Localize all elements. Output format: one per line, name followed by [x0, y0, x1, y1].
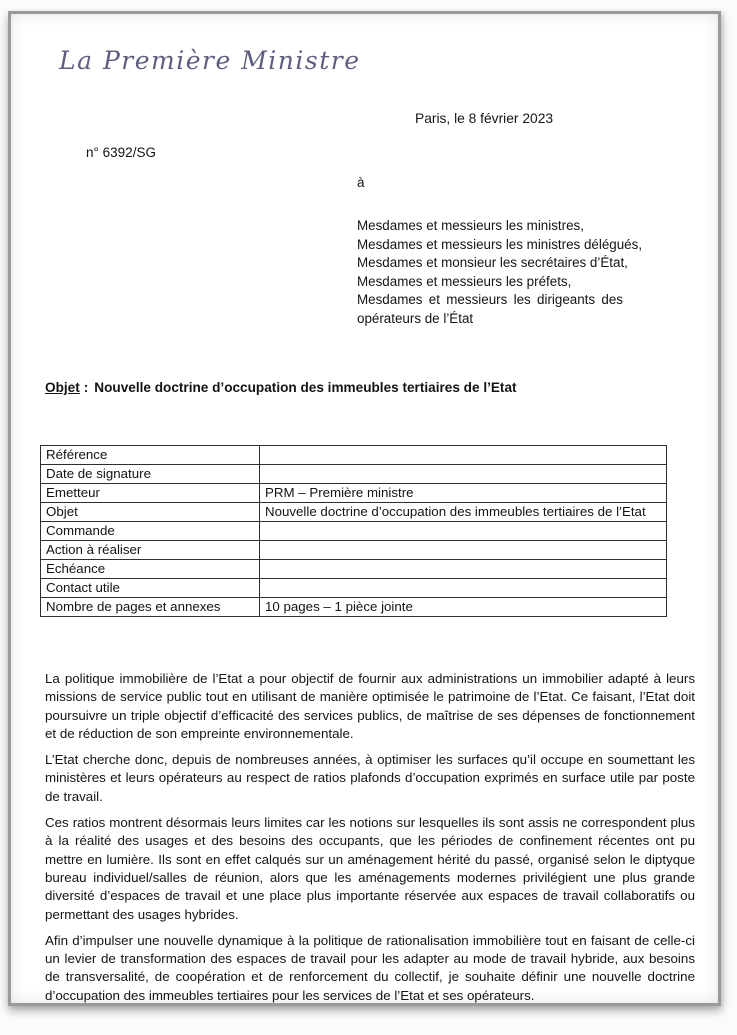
table-row: [41, 560, 667, 579]
table-cell-value: [260, 560, 667, 579]
table-cell-label: Echéance: [41, 560, 260, 579]
table-row: [41, 465, 667, 484]
document-page: [8, 11, 721, 1006]
subject-separator: :: [83, 380, 89, 395]
body-paragraph: Ces ratios montrent désormais leurs limites car les notions sur lesquelles ils sont assis ne correspondent plus à la réalité des usages et des besoins des occupants, que les périodes de confinement récentes ont pu mettre en lumière. Ils sont en effet calqués sur un aménagement hérité du passé, organisé selon le diptyque bureau individuel/salles de réunion, alors que les aménagements modernes privilégient une plus grande diversité d’espaces de travail et une place plus importante réservée aux espaces de travail collaboratifs ou permettant des usages hybrides.: [45, 815, 695, 922]
table-cell-value: PRM – Première ministre: [260, 484, 667, 503]
table-cell-label: Contact utile: [41, 579, 260, 598]
table-cell-value: [260, 579, 667, 598]
dateline: Paris, le 8 février 2023: [415, 111, 554, 126]
letterhead-script-title: La Première Ministre: [59, 46, 361, 75]
table-row: [41, 598, 667, 617]
letter-body: [45, 670, 695, 1013]
table-cell-label: Commande: [41, 522, 260, 541]
table-cell-label: Action à réaliser: [41, 541, 260, 560]
subject-text: Nouvelle doctrine d’occupation des immeubles tertiaires de l’Etat: [94, 380, 517, 395]
recipient-line: Mesdames et messieurs les ministres délégués,: [357, 236, 643, 252]
table-row: [41, 579, 667, 598]
body-paragraph: Afin d’impulser une nouvelle dynamique à la politique de rationalisation immobilière tout en faisant de celle-ci un levier de transformation des espaces de travail pour les adapter au mode de travail hybride, aux besoins de transversalité, de coopération et de renforcement du collectif, je souhaite définir une nouvelle doctrine d’occupation des immeubles tertiaires pour les services de l’Etat et ses opérateurs.: [45, 932, 695, 1003]
table-row: [41, 446, 667, 465]
table-cell-value: [260, 446, 667, 465]
table-row: [41, 484, 667, 503]
recipients-list: [357, 217, 643, 328]
table-cell-label: Nombre de pages et annexes: [41, 598, 260, 617]
table-row: [41, 541, 667, 560]
table-cell-value: Nouvelle doctrine d’occupation des immeubles tertiaires de l’Etat: [260, 503, 667, 522]
salutation-to: à: [357, 175, 365, 190]
table-cell-label: Objet: [41, 503, 260, 522]
table-row: [41, 503, 667, 522]
table-row: [41, 522, 667, 541]
subject-label: Objet: [45, 380, 80, 395]
table-cell-label: Référence: [41, 446, 260, 465]
recipient-line: Mesdames et monsieur les secrétaires d’État,: [357, 255, 628, 270]
recipient-line: Mesdames et messieurs les dirigeants des opérateurs de l’État: [357, 292, 623, 326]
body-paragraph: La politique immobilière de l’Etat a pour objectif de fournir aux administrations un immobilier adapté à leurs missions de service public tout en utilisant de manière optimisée le patrimoine de l’Etat. Ce faisant, l’Etat doit poursuivre un triple objectif d’efficacité des services publics, de maîtrise de ses dépenses de fonctionnement et de réduction de son empreinte environnementale.: [45, 671, 695, 741]
table-cell-value: [260, 522, 667, 541]
table-cell-value: [260, 465, 667, 484]
reference-number: n° 6392/SG: [86, 145, 156, 160]
table-cell-label: Date de signature: [41, 465, 260, 484]
metadata-table: [40, 445, 667, 617]
table-cell-value: [260, 541, 667, 560]
table-cell-value: 10 pages – 1 pièce jointe: [260, 598, 667, 617]
table-cell-label: Emetteur: [41, 484, 260, 503]
body-paragraph: L’Etat cherche donc, depuis de nombreuses années, à optimiser les surfaces qu’il occupe en soumettant les ministères et leurs opérateurs au respect de ratios plafonds d’occupation exprimés en surface utile par poste de travail.: [45, 752, 695, 804]
subject-line: [45, 380, 517, 395]
recipient-line: Mesdames et messieurs les préfets,: [357, 273, 572, 289]
recipient-line: Mesdames et messieurs les ministres,: [357, 218, 584, 233]
metadata-table-body: [41, 446, 667, 617]
